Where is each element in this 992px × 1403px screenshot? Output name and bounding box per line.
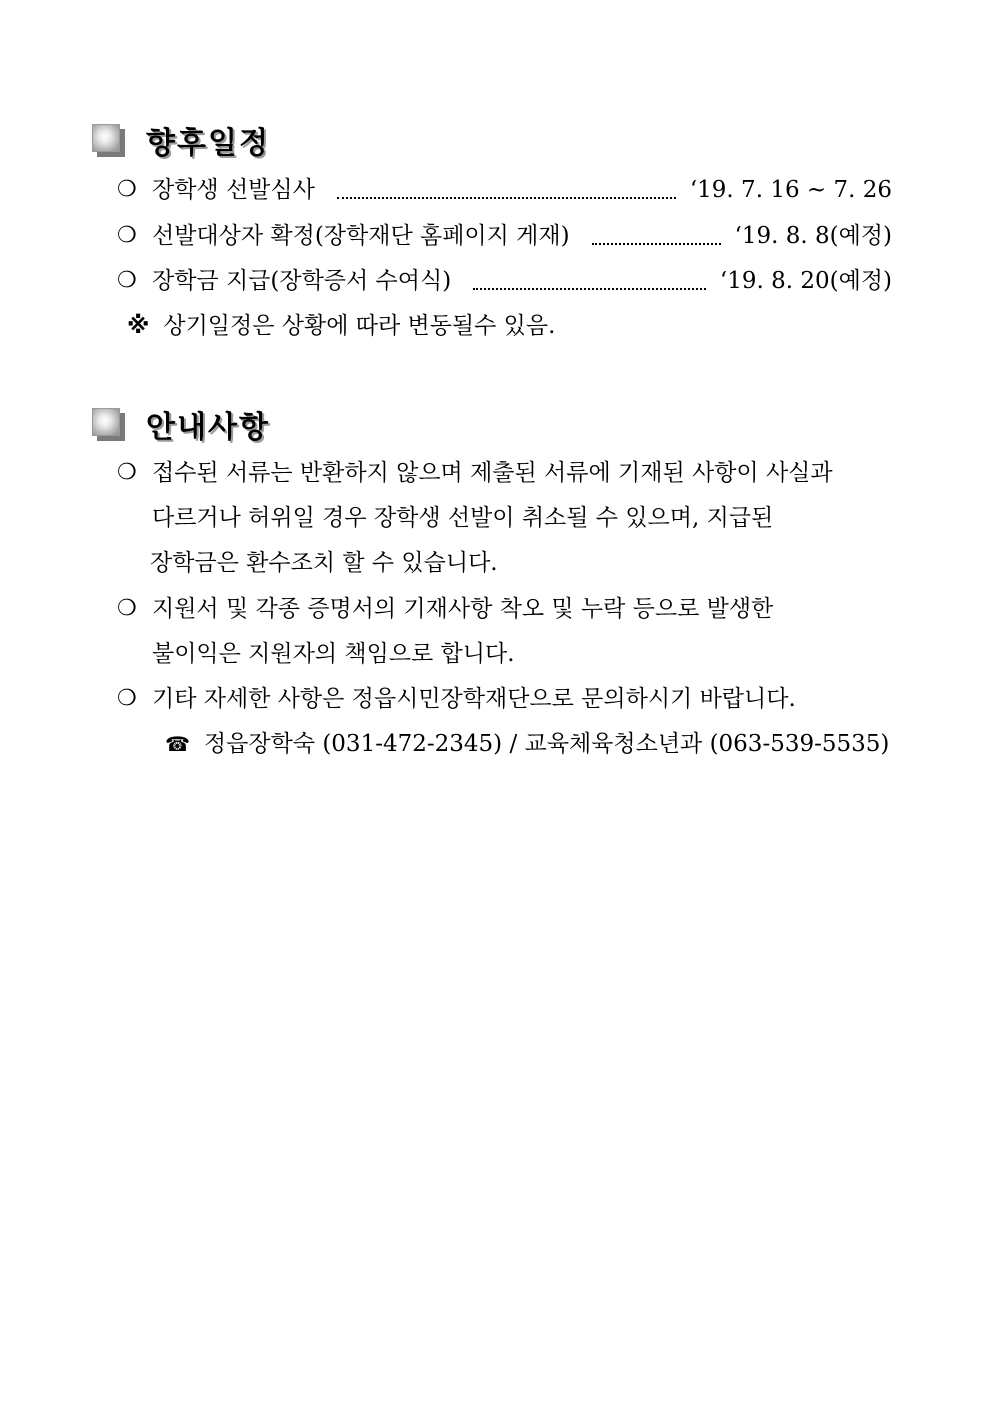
contact-line bbox=[165, 729, 889, 759]
schedule-note-text: 상기일정은 상황에 따라 변동될수 있음. bbox=[163, 313, 556, 339]
schedule-item bbox=[152, 221, 892, 251]
schedule-item bbox=[152, 175, 892, 205]
schedule-item-label: 장학생 선발심사 bbox=[152, 177, 315, 203]
circle-bullet-icon: ❍ bbox=[117, 177, 137, 202]
schedule-title: 향후일정 bbox=[146, 126, 270, 161]
schedule-item-date: ‘19. 7. 16 ~ 7. 26 bbox=[689, 177, 892, 203]
leader-dots bbox=[337, 181, 676, 199]
circle-bullet-icon: ❍ bbox=[117, 268, 137, 293]
guide-item-line: 기타 자세한 사항은 정읍시민장학재단으로 문의하시기 바랍니다. bbox=[152, 686, 796, 712]
schedule-heading bbox=[92, 118, 270, 162]
guide-item-line: 다르거나 허위일 경우 장학생 선발이 취소될 수 있으며, 지급된 bbox=[152, 505, 774, 531]
reference-mark-icon: ※ bbox=[127, 313, 150, 339]
schedule-note bbox=[127, 311, 555, 341]
guide-heading bbox=[92, 402, 270, 446]
square-bullet-icon bbox=[92, 408, 124, 440]
guide-item-line: 불이익은 지원자의 책임으로 합니다. bbox=[152, 641, 515, 667]
schedule-item-label: 장학금 지급(장학증서 수여식) bbox=[152, 268, 452, 294]
circle-bullet-icon: ❍ bbox=[117, 686, 137, 711]
guide-item-line: 접수된 서류는 반환하지 않으며 제출된 서류에 기재된 사항이 사실과 bbox=[152, 460, 833, 486]
guide-item-line: 장학금은 환수조치 할 수 있습니다. bbox=[150, 550, 498, 576]
contact-text: 정읍장학숙 (031-472-2345) / 교육체육청소년과 (063-539-5535) bbox=[203, 731, 890, 757]
circle-bullet-icon: ❍ bbox=[117, 596, 137, 621]
leader-dots bbox=[473, 272, 706, 290]
circle-bullet-icon: ❍ bbox=[117, 460, 137, 485]
schedule-item-date: ‘19. 8. 8(예정) bbox=[734, 223, 892, 249]
schedule-item-date: ‘19. 8. 20(예정) bbox=[719, 268, 892, 294]
guide-item-line: 지원서 및 각종 증명서의 기재사항 착오 및 누락 등으로 발생한 bbox=[152, 596, 774, 622]
leader-dots bbox=[592, 227, 721, 245]
circle-bullet-icon: ❍ bbox=[117, 223, 137, 248]
schedule-item-label: 선발대상자 확정(장학재단 홈페이지 게재) bbox=[152, 223, 570, 249]
schedule-item bbox=[152, 266, 892, 296]
telephone-icon: ☎ bbox=[165, 732, 190, 756]
square-bullet-icon bbox=[92, 124, 124, 156]
guide-title: 안내사항 bbox=[146, 410, 270, 445]
